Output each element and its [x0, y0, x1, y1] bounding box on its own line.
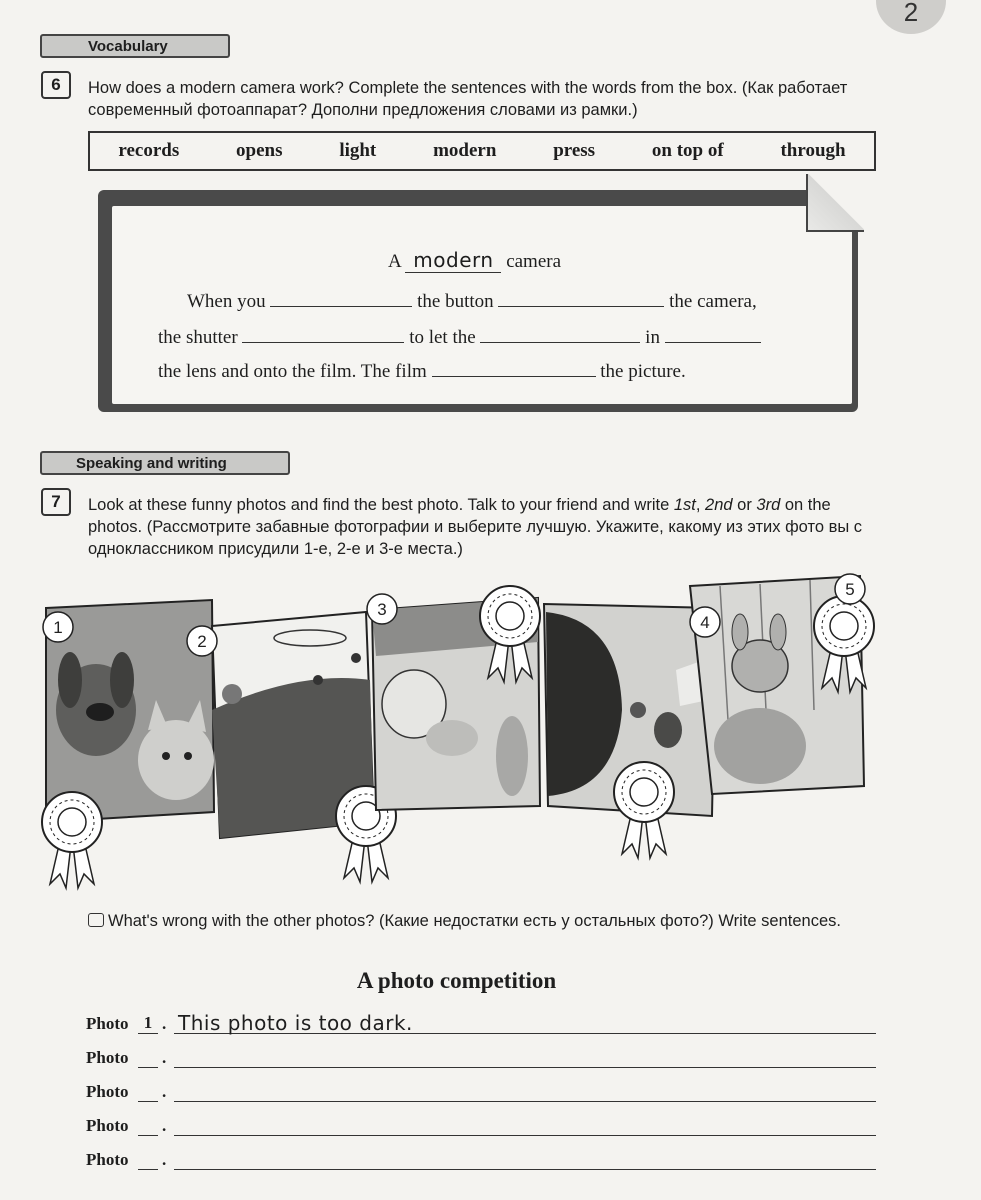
competition-heading: A photo competition — [356, 968, 557, 993]
camera-text-scroll — [98, 190, 858, 412]
line1-part-a: When you — [187, 291, 266, 312]
row-photo-number[interactable] — [138, 1149, 158, 1170]
camera-text-line-1 — [187, 288, 757, 313]
photo-number-2 — [187, 626, 217, 656]
row-dot: . — [162, 1150, 167, 1169]
photo-number-label: 2 — [197, 632, 207, 651]
row-photo-number[interactable] — [138, 1081, 158, 1102]
row-dot: . — [162, 1116, 167, 1135]
title-prefix: A — [388, 251, 401, 272]
row-dot: . — [162, 1014, 167, 1033]
photo-number-1 — [43, 612, 73, 642]
exercise-6-instruction: How does a modern camera work? Complete the sentences with the words from the box. (Как работает современный фотоаппарат? Дополни предложения словами из рамки.) — [88, 79, 848, 119]
word-box-item: press — [553, 140, 596, 161]
checkbox-icon — [88, 913, 104, 927]
photo-number-3 — [367, 594, 397, 624]
answer-row — [86, 1146, 876, 1172]
row-dot: . — [162, 1082, 167, 1101]
vocabulary-tab — [40, 34, 230, 58]
blank-2[interactable] — [498, 288, 664, 307]
vocabulary-tab-label: Vocabulary — [88, 37, 168, 55]
line1-part-c: the camera, — [669, 291, 757, 312]
answer-row — [86, 1078, 876, 1104]
exercise-7-instruction — [88, 494, 880, 560]
line2-part-a: the shutter — [158, 327, 238, 348]
instr-part: Look at these funny photos and find the best photo. Talk to your friend and write — [88, 496, 674, 514]
blank-4[interactable] — [480, 324, 640, 343]
answer-row — [86, 1112, 876, 1138]
page-curl-icon — [806, 174, 864, 232]
line3-part-a: the lens and onto the film. The film — [158, 361, 427, 382]
page-number: 2 — [903, 0, 919, 27]
line3-part-b: the picture. — [600, 361, 686, 382]
photo-number-4 — [690, 607, 720, 637]
row-dot: . — [162, 1048, 167, 1067]
word-box-item: on top of — [651, 140, 724, 161]
answer-text: This photo is too dark. — [178, 1011, 413, 1035]
page-number-badge — [876, 0, 946, 34]
rosette-icon — [614, 762, 674, 858]
row-photo-number[interactable]: 1 — [138, 1013, 158, 1034]
row-label: Photo — [86, 1150, 129, 1169]
word-box-item: opens — [236, 140, 283, 161]
instr-sep: , — [695, 496, 706, 514]
photo-number-label: 5 — [845, 580, 855, 599]
funny-photos-strip — [0, 560, 981, 895]
exercise-6-number: 6 — [41, 71, 71, 99]
answer-line[interactable] — [174, 1011, 876, 1034]
camera-text-line-3 — [158, 358, 686, 383]
photo-number-label: 3 — [377, 600, 387, 619]
instr-rest: on the photos. (Рассмотрите забавные фотографии и выберите лучшую. Укажите, какому из этих фото вы с одноклассником присудили 1-е, 2-е и 3-е места.) — [88, 496, 863, 558]
answer-line[interactable] — [174, 1113, 876, 1136]
follow-up-question-text: What's wrong with the other photos? (Какие недостатки есть у остальных фото?) Write sentences. — [108, 912, 841, 930]
row-label: Photo — [86, 1116, 129, 1135]
answer-line[interactable] — [174, 1079, 876, 1102]
answer-row — [86, 1044, 876, 1070]
word-box-item: through — [780, 140, 846, 161]
line2-part-c: in — [645, 327, 660, 348]
word-box — [88, 131, 876, 171]
rosette-icon — [42, 792, 102, 888]
row-label: Photo — [86, 1082, 129, 1101]
instr-sep: or — [732, 496, 757, 514]
row-photo-number[interactable] — [138, 1047, 158, 1068]
row-label: Photo — [86, 1048, 129, 1067]
title-suffix: camera — [506, 251, 562, 272]
row-label: Photo — [86, 1014, 129, 1033]
camera-text-panel — [112, 206, 852, 404]
photo-number-5 — [835, 574, 865, 604]
line2-part-b: to let the — [409, 327, 476, 348]
blank-5[interactable] — [665, 324, 761, 343]
speaking-writing-tab — [40, 451, 290, 475]
word-box-item: modern — [433, 140, 497, 161]
speaking-tab-label: Speaking and writing — [76, 454, 227, 472]
follow-up-question — [88, 910, 880, 932]
photo-number-label: 1 — [53, 618, 63, 637]
answer-row — [86, 1010, 876, 1036]
word-box-item: records — [118, 140, 180, 161]
photo-number-label: 4 — [700, 613, 710, 632]
camera-text-title — [388, 248, 561, 273]
answer-line[interactable] — [174, 1045, 876, 1068]
word-box-item: light — [339, 140, 377, 161]
ordinal-2nd: 2nd — [705, 496, 733, 514]
answer-line[interactable] — [174, 1147, 876, 1170]
camera-text-line-2 — [158, 324, 761, 349]
line1-part-b: the button — [417, 291, 494, 312]
title-answer[interactable]: modern — [405, 248, 501, 273]
row-photo-number[interactable] — [138, 1115, 158, 1136]
blank-1[interactable] — [270, 288, 412, 307]
ordinal-3rd: 3rd — [756, 496, 781, 514]
ordinal-1st: 1st — [673, 496, 696, 514]
exercise-7-number: 7 — [41, 488, 71, 516]
blank-6[interactable] — [432, 358, 596, 377]
blank-3[interactable] — [242, 324, 404, 343]
